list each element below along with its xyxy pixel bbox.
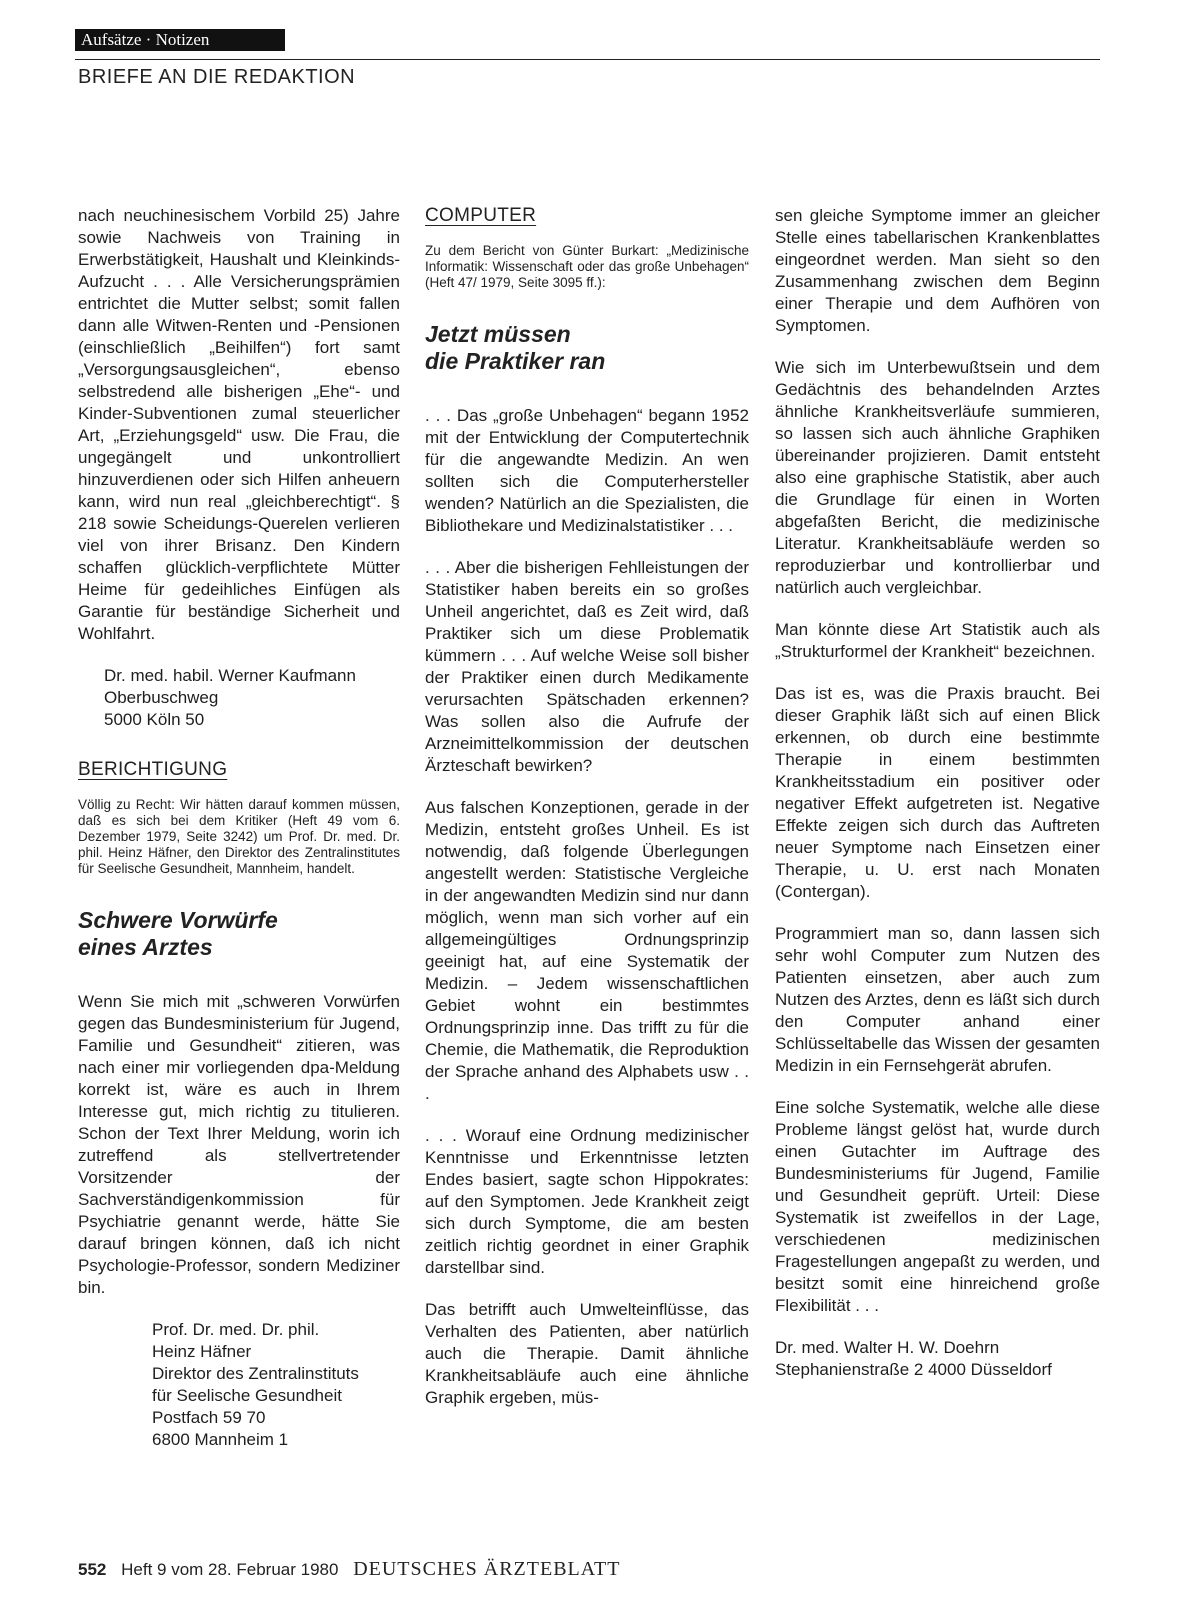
article-title-line: die Praktiker ran [425,348,606,374]
column-2 [425,205,749,1409]
berichtigung-intro: Völlig zu Recht: Wir hätten darauf kommen müssen, daß es sich bei dem Kritiker (Heft 49 vom 6. Dezember 1979, Seite 3242) um Prof. Dr. med. Dr. phil. Heinz Häfner, den Direktor des Zentralinstitutes für Seelische Gesundheit, Mannheim, handelt. [78,797,400,876]
signature-line: Postfach 59 70 [152,1408,266,1427]
letter-text: . . . Das „große Unbehagen“ begann 1952 mit der Entwicklung der Computertechnik für die angewandte Medizin. An wen sollten sich die Computerhersteller wenden? Natürlich an die Spezialisten, die Bibliothekare und Medizinalstatistiker . . . [425,406,749,535]
letter-text: Man könnte diese Art Statistik auch als „Strukturformel der Krankheit“ bezeichnen. [775,620,1100,661]
signature-line: Prof. Dr. med. Dr. phil. [152,1320,320,1339]
letter-text: Eine solche Systematik, welche alle diese Probleme längst gelöst hat, wurde durch einen Gutachter im Auftrage des Bundesministeriums für Jugend, Familie und Gesundheit geprüft. Urteil: Diese Systematik ist zweifellos in der Lage, verschiedenen medizinischen Fragestellungen angepaßt zu werden, und besitzt somit eine hinreichend große Flexibilität . . . [775,1098,1100,1315]
signature-line: Dr. med. habil. Werner Kaufmann [104,666,356,685]
letter-text: sen gleiche Symptome immer an gleicher Stelle eines tabellarischen Krankenblattes eingeordnet werden. Man sieht so den Zusammenhang zwischen dem Beginn einer Therapie und dem Aufhören von Symptomen. [775,206,1100,335]
letter-text: . . . Aber die bisherigen Fehlleistungen der Statistiker haben bereits ein so großes Unheil angerichtet, daß es Zeit wird, daß Praktiker sich um diese Problematik kümmern . . . Auf welche Weise soll bisher der Praktiker einen durch Medikamente verursachten Spätschaden erkennen? Was sollen also die Aufrufe der Arzneimittelkommission der deutschen Ärzteschaft bewirken? [425,558,749,775]
signature-line: Oberbuschweg [104,688,219,707]
letter-text: Das betrifft auch Umwelteinflüsse, das Verhalten des Patienten, aber natürlich auch die Therapie. Damit ähnliche Krankheitsabläufe auch eine ähnliche Graphik ergeben, müs- [425,1300,749,1407]
signature-kaufmann [78,665,400,731]
berichtigung-heading: BERICHTIGUNG [78,759,228,780]
letter-text: nach neuchinesischem Vorbild 25) Jahre sowie Nachweis von Training in Erwerbstätigkeit, Haushalt und Kleinkinds-Aufzucht . . . Alle Versicherungsprämien entrichtet die Mutter selbst; somit fallen dann alle Witwen-Renten und -Pensionen (einschließlich „Beihilfen“) fort samt „Versorgungsausgleichen“, ebenso selbstredend alle bisherigen „Ehe“- und Kinder-Subventionen zumal steuerlicher Art, „Erziehungsgeld“ usw. Die Frau, die ungegängelt und unkontrolliert hinzuverdienen oder sich Hilfen anheuern kann, wird nun real „gleichberechtigt“. § 218 sowie Scheidungs-Querelen verlieren viel von ihrer Brisanz. Den Kindern schaffen glücklich-verpflichtete Mütter Heime für gedeihliches Einfügen als Garantie für beständige Sicherheit und Wohlfahrt. [78,206,400,643]
article-title [78,907,400,961]
article-title-line: Schwere Vorwürfe [78,907,278,933]
signature-line: 6800 Mannheim 1 [152,1430,289,1449]
letter-text: Wenn Sie mich mit „schweren Vorwürfen gegen das Bundesministerium für Jugend, Familie und Gesundheit“ zitieren, was nach einer mir vorliegenden dpa-Meldung korrekt ist, wäre es auch in Ihrem Interesse gut, mich richtig zu titulieren. Schon der Text Ihrer Meldung, worin ich zutreffend als stellvertretender Vorsitzender der Sachverständigenkommission für Psychiatrie genannt werde, hätte Sie darauf bringen können, daß ich nicht Psychologie-Professor, sondern Mediziner bin. [78,992,400,1297]
section-title: BRIEFE AN DIE REDAKTION [78,66,356,88]
signature-doehrn [775,1337,1100,1381]
letter-text: . . . Worauf eine Ordnung medizinischer Kenntnisse und Erkenntnisse letzten Endes basiert, sagte schon Hippokrates: auf den Symptomen. Jede Krankheit zeigt sich durch Symptome, die am besten zeitlich richtig geordnet in einer Graphik darstellbar sind. [425,1126,749,1277]
signature-line: Heinz Häfner [152,1342,252,1361]
signature-line: für Seelische Gesundheit [152,1386,342,1405]
computer-intro: Zu dem Bericht von Günter Burkart: „Medizinische Informatik: Wissenschaft oder das große Unbehagen“ (Heft 47/ 1979, Seite 3095 ff.): [425,243,749,290]
page-footer [78,1558,620,1581]
header-rule [75,59,1100,60]
magazine-name: DEUTSCHES ÄRZTEBLATT [353,1558,621,1580]
letter-text: Programmiert man so, dann lassen sich sehr wohl Computer zum Nutzen des Patienten einsetzen, aber auch zum Nutzen des Arztes, denn es läßt sich durch den Computer anhand einer Schlüsseltabelle das Wissen der gesamten Medizin in ein Fernsehgerät abrufen. [775,924,1100,1075]
letter-text: Wie sich im Unterbewußtsein und dem Gedächtnis des behandelnden Arztes ähnliche Krankheitsverläufe summieren, so lassen sich auch ähnliche Graphiken übereinander projizieren. Damit entsteht also eine graphische Statistik, aber auch die Grundlage für einen in Worten abgefaßten Bericht, die medizinische Literatur. Krankheitsabläufe werden so reproduzierbar und kontrollierbar und natürlich auch vergleichbar. [775,358,1100,597]
letter-text: Aus falschen Konzeptionen, gerade in der Medizin, entsteht großes Unheil. Es ist notwendig, daß folgende Überlegungen angestellt werden: Statistische Vergleiche in der angewandten Medizin sind nur dann möglich, wenn man sich vorher auf ein allgemeingültiges Ordnungsprinzip geeinigt hat, auf eine Systematik der Medizin. – Jedem wissenschaftlichen Gebiet wohnt ein bestimmtes Ordnungsprinzip inne. Das trifft zu für die Chemie, die Mathematik, die Reproduktion der Sprache anhand des Alphabets usw . . . [425,798,749,1103]
signature-line: Stephanienstraße 2 4000 Düsseldorf [775,1360,1052,1379]
issue-info: Heft 9 vom 28. Februar 1980 [121,1560,339,1579]
computer-heading: COMPUTER [425,205,537,226]
article-title [425,321,749,375]
letter-text: Das ist es, was die Praxis braucht. Bei dieser Graphik läßt sich auf einen Blick erkennen, ob durch eine bestimmte Therapie in einem bestimmten Krankheitsstadium ein positiver oder negativer Effekt aufgetreten ist. Negative Effekte zeigen sich durch das Auftreten neuer Symptome nach Einsetzen einer Therapie, u. U. erst nach Monaten (Contergan). [775,684,1100,901]
signature-haefner [78,1319,400,1451]
signature-line: 5000 Köln 50 [104,710,205,729]
column-1 [78,205,400,1479]
article-title-line: eines Arztes [78,934,213,960]
signature-line: Dr. med. Walter H. W. Doehrn [775,1338,1000,1357]
column-3 [775,205,1100,1409]
page-number: 552 [78,1560,107,1579]
section-tag: Aufsätze · Notizen [75,29,285,51]
signature-line: Direktor des Zentralinstituts [152,1364,359,1383]
article-title-line: Jetzt müssen [425,321,571,347]
